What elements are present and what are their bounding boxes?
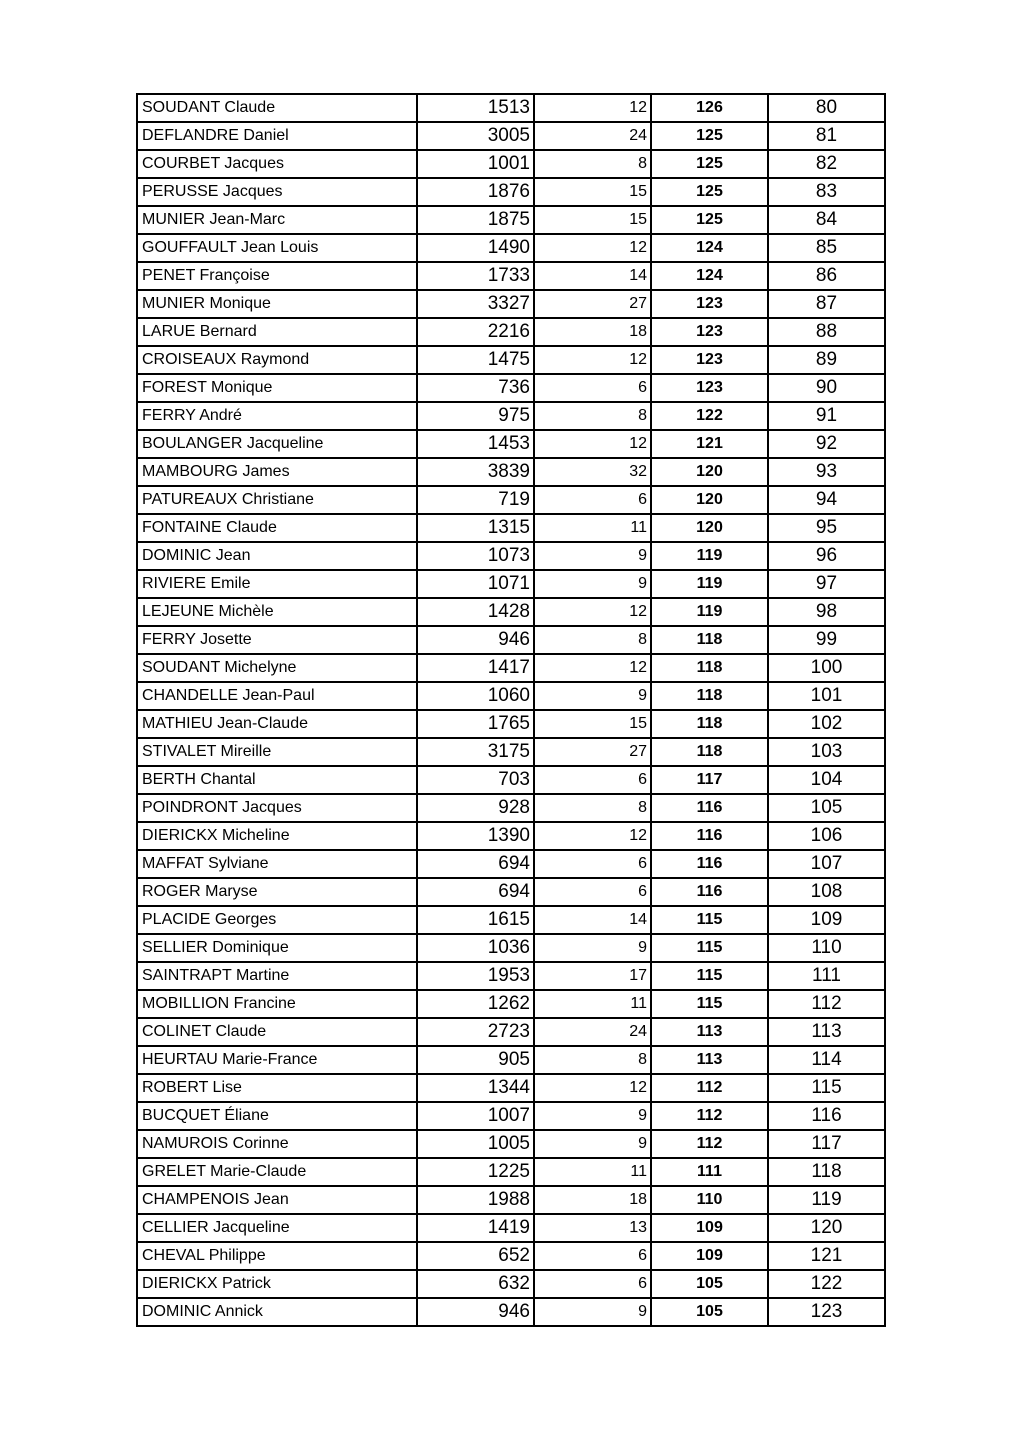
player-name-cell: PENET Françoise xyxy=(137,262,417,290)
total-points-cell: 1071 xyxy=(417,570,534,598)
player-name-cell: BOULANGER Jacqueline xyxy=(137,430,417,458)
player-name-cell: STIVALET Mireille xyxy=(137,738,417,766)
table-row xyxy=(137,682,885,710)
games-played-cell: 8 xyxy=(534,402,651,430)
average-cell: 123 xyxy=(651,346,768,374)
player-name-cell: MUNIER Monique xyxy=(137,290,417,318)
player-name-cell: DEFLANDRE Daniel xyxy=(137,122,417,150)
average-cell: 123 xyxy=(651,374,768,402)
table-row xyxy=(137,122,885,150)
rank-cell: 116 xyxy=(768,1102,885,1130)
games-played-cell: 9 xyxy=(534,682,651,710)
average-cell: 119 xyxy=(651,570,768,598)
table-row xyxy=(137,1046,885,1074)
table-row xyxy=(137,262,885,290)
rank-cell: 122 xyxy=(768,1270,885,1298)
player-name-cell: GOUFFAULT Jean Louis xyxy=(137,234,417,262)
table-row xyxy=(137,1158,885,1186)
player-name-cell: COURBET Jacques xyxy=(137,150,417,178)
games-played-cell: 32 xyxy=(534,458,651,486)
games-played-cell: 6 xyxy=(534,766,651,794)
games-played-cell: 12 xyxy=(534,822,651,850)
average-cell: 105 xyxy=(651,1270,768,1298)
rank-cell: 85 xyxy=(768,234,885,262)
rank-cell: 106 xyxy=(768,822,885,850)
player-name-cell: GRELET Marie-Claude xyxy=(137,1158,417,1186)
rank-cell: 92 xyxy=(768,430,885,458)
player-name-cell: FONTAINE Claude xyxy=(137,514,417,542)
table-row xyxy=(137,850,885,878)
table-row xyxy=(137,542,885,570)
total-points-cell: 3327 xyxy=(417,290,534,318)
average-cell: 120 xyxy=(651,514,768,542)
total-points-cell: 946 xyxy=(417,1298,534,1326)
games-played-cell: 6 xyxy=(534,850,651,878)
games-played-cell: 8 xyxy=(534,626,651,654)
player-name-cell: RIVIERE Emile xyxy=(137,570,417,598)
total-points-cell: 1475 xyxy=(417,346,534,374)
rank-cell: 87 xyxy=(768,290,885,318)
rank-cell: 86 xyxy=(768,262,885,290)
total-points-cell: 946 xyxy=(417,626,534,654)
games-played-cell: 27 xyxy=(534,290,651,318)
total-points-cell: 1036 xyxy=(417,934,534,962)
rank-cell: 96 xyxy=(768,542,885,570)
player-name-cell: HEURTAU Marie-France xyxy=(137,1046,417,1074)
total-points-cell: 1428 xyxy=(417,598,534,626)
average-cell: 118 xyxy=(651,710,768,738)
average-cell: 123 xyxy=(651,290,768,318)
rank-cell: 82 xyxy=(768,150,885,178)
games-played-cell: 12 xyxy=(534,346,651,374)
games-played-cell: 9 xyxy=(534,542,651,570)
rank-cell: 81 xyxy=(768,122,885,150)
games-played-cell: 15 xyxy=(534,178,651,206)
games-played-cell: 15 xyxy=(534,710,651,738)
player-name-cell: FERRY André xyxy=(137,402,417,430)
player-name-cell: POINDRONT Jacques xyxy=(137,794,417,822)
table-row xyxy=(137,1102,885,1130)
player-name-cell: DIERICKX Micheline xyxy=(137,822,417,850)
player-name-cell: PLACIDE Georges xyxy=(137,906,417,934)
average-cell: 116 xyxy=(651,822,768,850)
rank-cell: 94 xyxy=(768,486,885,514)
total-points-cell: 1262 xyxy=(417,990,534,1018)
games-played-cell: 6 xyxy=(534,374,651,402)
rank-cell: 107 xyxy=(768,850,885,878)
average-cell: 121 xyxy=(651,430,768,458)
total-points-cell: 1875 xyxy=(417,206,534,234)
total-points-cell: 1615 xyxy=(417,906,534,934)
total-points-cell: 1513 xyxy=(417,94,534,122)
table-row xyxy=(137,822,885,850)
games-played-cell: 8 xyxy=(534,150,651,178)
games-played-cell: 9 xyxy=(534,1298,651,1326)
ranking-table-body xyxy=(137,94,885,1326)
table-row xyxy=(137,878,885,906)
table-row xyxy=(137,766,885,794)
rank-cell: 100 xyxy=(768,654,885,682)
ranking-table xyxy=(136,93,886,1327)
total-points-cell: 1765 xyxy=(417,710,534,738)
player-name-cell: BERTH Chantal xyxy=(137,766,417,794)
table-row xyxy=(137,234,885,262)
total-points-cell: 1419 xyxy=(417,1214,534,1242)
rank-cell: 118 xyxy=(768,1158,885,1186)
player-name-cell: NAMUROIS Corinne xyxy=(137,1130,417,1158)
average-cell: 118 xyxy=(651,626,768,654)
total-points-cell: 694 xyxy=(417,850,534,878)
player-name-cell: SELLIER Dominique xyxy=(137,934,417,962)
games-played-cell: 11 xyxy=(534,1158,651,1186)
average-cell: 122 xyxy=(651,402,768,430)
player-name-cell: ROBERT Lise xyxy=(137,1074,417,1102)
total-points-cell: 1733 xyxy=(417,262,534,290)
rank-cell: 83 xyxy=(768,178,885,206)
table-row xyxy=(137,1130,885,1158)
total-points-cell: 928 xyxy=(417,794,534,822)
table-row xyxy=(137,178,885,206)
games-played-cell: 12 xyxy=(534,234,651,262)
average-cell: 113 xyxy=(651,1018,768,1046)
games-played-cell: 14 xyxy=(534,906,651,934)
player-name-cell: PERUSSE Jacques xyxy=(137,178,417,206)
rank-cell: 110 xyxy=(768,934,885,962)
player-name-cell: LEJEUNE Michèle xyxy=(137,598,417,626)
games-played-cell: 12 xyxy=(534,654,651,682)
total-points-cell: 1953 xyxy=(417,962,534,990)
table-row xyxy=(137,1270,885,1298)
rank-cell: 97 xyxy=(768,570,885,598)
games-played-cell: 8 xyxy=(534,1046,651,1074)
table-row xyxy=(137,1018,885,1046)
table-row xyxy=(137,990,885,1018)
table-row xyxy=(137,374,885,402)
table-row xyxy=(137,1186,885,1214)
rank-cell: 89 xyxy=(768,346,885,374)
total-points-cell: 1225 xyxy=(417,1158,534,1186)
rank-cell: 123 xyxy=(768,1298,885,1326)
table-row xyxy=(137,94,885,122)
player-name-cell: MATHIEU Jean-Claude xyxy=(137,710,417,738)
rank-cell: 111 xyxy=(768,962,885,990)
rank-cell: 119 xyxy=(768,1186,885,1214)
total-points-cell: 1390 xyxy=(417,822,534,850)
average-cell: 118 xyxy=(651,654,768,682)
average-cell: 125 xyxy=(651,122,768,150)
total-points-cell: 1988 xyxy=(417,1186,534,1214)
player-name-cell: LARUE Bernard xyxy=(137,318,417,346)
games-played-cell: 11 xyxy=(534,514,651,542)
rank-cell: 102 xyxy=(768,710,885,738)
average-cell: 124 xyxy=(651,234,768,262)
average-cell: 120 xyxy=(651,458,768,486)
table-row xyxy=(137,1074,885,1102)
player-name-cell: BUCQUET Éliane xyxy=(137,1102,417,1130)
average-cell: 116 xyxy=(651,794,768,822)
average-cell: 105 xyxy=(651,1298,768,1326)
rank-cell: 101 xyxy=(768,682,885,710)
total-points-cell: 2723 xyxy=(417,1018,534,1046)
average-cell: 118 xyxy=(651,738,768,766)
total-points-cell: 1060 xyxy=(417,682,534,710)
average-cell: 113 xyxy=(651,1046,768,1074)
table-row xyxy=(137,738,885,766)
rank-cell: 105 xyxy=(768,794,885,822)
player-name-cell: PATUREAUX Christiane xyxy=(137,486,417,514)
player-name-cell: DOMINIC Annick xyxy=(137,1298,417,1326)
total-points-cell: 3005 xyxy=(417,122,534,150)
games-played-cell: 11 xyxy=(534,990,651,1018)
player-name-cell: SOUDANT Michelyne xyxy=(137,654,417,682)
games-played-cell: 12 xyxy=(534,430,651,458)
table-row xyxy=(137,598,885,626)
rank-cell: 121 xyxy=(768,1242,885,1270)
rank-cell: 84 xyxy=(768,206,885,234)
games-played-cell: 9 xyxy=(534,1130,651,1158)
games-played-cell: 8 xyxy=(534,794,651,822)
total-points-cell: 694 xyxy=(417,878,534,906)
average-cell: 110 xyxy=(651,1186,768,1214)
player-name-cell: CELLIER Jacqueline xyxy=(137,1214,417,1242)
player-name-cell: MAFFAT Sylviane xyxy=(137,850,417,878)
table-row xyxy=(137,318,885,346)
table-row xyxy=(137,934,885,962)
average-cell: 119 xyxy=(651,598,768,626)
total-points-cell: 3175 xyxy=(417,738,534,766)
average-cell: 111 xyxy=(651,1158,768,1186)
average-cell: 117 xyxy=(651,766,768,794)
player-name-cell: CHAMPENOIS Jean xyxy=(137,1186,417,1214)
total-points-cell: 632 xyxy=(417,1270,534,1298)
total-points-cell: 3839 xyxy=(417,458,534,486)
player-name-cell: SOUDANT Claude xyxy=(137,94,417,122)
table-row xyxy=(137,1214,885,1242)
player-name-cell: SAINTRAPT Martine xyxy=(137,962,417,990)
rank-cell: 115 xyxy=(768,1074,885,1102)
average-cell: 109 xyxy=(651,1214,768,1242)
average-cell: 116 xyxy=(651,850,768,878)
table-row xyxy=(137,206,885,234)
rank-cell: 112 xyxy=(768,990,885,1018)
total-points-cell: 1315 xyxy=(417,514,534,542)
table-row xyxy=(137,486,885,514)
total-points-cell: 1490 xyxy=(417,234,534,262)
games-played-cell: 14 xyxy=(534,262,651,290)
table-row xyxy=(137,654,885,682)
games-played-cell: 18 xyxy=(534,1186,651,1214)
player-name-cell: CHANDELLE Jean-Paul xyxy=(137,682,417,710)
average-cell: 120 xyxy=(651,486,768,514)
average-cell: 112 xyxy=(651,1102,768,1130)
average-cell: 109 xyxy=(651,1242,768,1270)
table-row xyxy=(137,150,885,178)
games-played-cell: 12 xyxy=(534,94,651,122)
rank-cell: 104 xyxy=(768,766,885,794)
table-row xyxy=(137,430,885,458)
table-row xyxy=(137,346,885,374)
player-name-cell: FERRY Josette xyxy=(137,626,417,654)
rank-cell: 109 xyxy=(768,906,885,934)
rank-cell: 88 xyxy=(768,318,885,346)
average-cell: 125 xyxy=(651,206,768,234)
games-played-cell: 13 xyxy=(534,1214,651,1242)
games-played-cell: 12 xyxy=(534,598,651,626)
games-played-cell: 9 xyxy=(534,570,651,598)
average-cell: 119 xyxy=(651,542,768,570)
rank-cell: 120 xyxy=(768,1214,885,1242)
rank-cell: 99 xyxy=(768,626,885,654)
games-played-cell: 12 xyxy=(534,1074,651,1102)
total-points-cell: 1453 xyxy=(417,430,534,458)
table-row xyxy=(137,458,885,486)
games-played-cell: 27 xyxy=(534,738,651,766)
average-cell: 112 xyxy=(651,1074,768,1102)
rank-cell: 117 xyxy=(768,1130,885,1158)
total-points-cell: 1001 xyxy=(417,150,534,178)
games-played-cell: 6 xyxy=(534,1242,651,1270)
rank-cell: 91 xyxy=(768,402,885,430)
total-points-cell: 703 xyxy=(417,766,534,794)
rank-cell: 93 xyxy=(768,458,885,486)
table-row xyxy=(137,1242,885,1270)
games-played-cell: 9 xyxy=(534,1102,651,1130)
average-cell: 118 xyxy=(651,682,768,710)
total-points-cell: 1005 xyxy=(417,1130,534,1158)
total-points-cell: 652 xyxy=(417,1242,534,1270)
table-row xyxy=(137,710,885,738)
total-points-cell: 975 xyxy=(417,402,534,430)
average-cell: 124 xyxy=(651,262,768,290)
rank-cell: 108 xyxy=(768,878,885,906)
total-points-cell: 905 xyxy=(417,1046,534,1074)
total-points-cell: 2216 xyxy=(417,318,534,346)
average-cell: 115 xyxy=(651,962,768,990)
games-played-cell: 18 xyxy=(534,318,651,346)
average-cell: 125 xyxy=(651,150,768,178)
player-name-cell: DOMINIC Jean xyxy=(137,542,417,570)
games-played-cell: 6 xyxy=(534,878,651,906)
total-points-cell: 1344 xyxy=(417,1074,534,1102)
average-cell: 123 xyxy=(651,318,768,346)
total-points-cell: 1073 xyxy=(417,542,534,570)
player-name-cell: CHEVAL Philippe xyxy=(137,1242,417,1270)
rank-cell: 114 xyxy=(768,1046,885,1074)
total-points-cell: 736 xyxy=(417,374,534,402)
player-name-cell: ROGER Maryse xyxy=(137,878,417,906)
rank-cell: 103 xyxy=(768,738,885,766)
total-points-cell: 1417 xyxy=(417,654,534,682)
total-points-cell: 1876 xyxy=(417,178,534,206)
rank-cell: 113 xyxy=(768,1018,885,1046)
table-row xyxy=(137,290,885,318)
rank-cell: 98 xyxy=(768,598,885,626)
games-played-cell: 6 xyxy=(534,486,651,514)
average-cell: 112 xyxy=(651,1130,768,1158)
average-cell: 126 xyxy=(651,94,768,122)
total-points-cell: 719 xyxy=(417,486,534,514)
table-row xyxy=(137,514,885,542)
games-played-cell: 15 xyxy=(534,206,651,234)
games-played-cell: 24 xyxy=(534,122,651,150)
games-played-cell: 24 xyxy=(534,1018,651,1046)
player-name-cell: MAMBOURG James xyxy=(137,458,417,486)
average-cell: 116 xyxy=(651,878,768,906)
player-name-cell: CROISEAUX Raymond xyxy=(137,346,417,374)
table-row xyxy=(137,962,885,990)
average-cell: 125 xyxy=(651,178,768,206)
player-name-cell: MOBILLION Francine xyxy=(137,990,417,1018)
table-row xyxy=(137,906,885,934)
table-row xyxy=(137,570,885,598)
games-played-cell: 9 xyxy=(534,934,651,962)
table-row xyxy=(137,1298,885,1326)
player-name-cell: DIERICKX Patrick xyxy=(137,1270,417,1298)
average-cell: 115 xyxy=(651,990,768,1018)
player-name-cell: COLINET Claude xyxy=(137,1018,417,1046)
average-cell: 115 xyxy=(651,934,768,962)
rank-cell: 90 xyxy=(768,374,885,402)
table-row xyxy=(137,626,885,654)
rank-cell: 95 xyxy=(768,514,885,542)
table-row xyxy=(137,402,885,430)
table-row xyxy=(137,794,885,822)
player-name-cell: MUNIER Jean-Marc xyxy=(137,206,417,234)
games-played-cell: 6 xyxy=(534,1270,651,1298)
average-cell: 115 xyxy=(651,906,768,934)
total-points-cell: 1007 xyxy=(417,1102,534,1130)
rank-cell: 80 xyxy=(768,94,885,122)
games-played-cell: 17 xyxy=(534,962,651,990)
player-name-cell: FOREST Monique xyxy=(137,374,417,402)
